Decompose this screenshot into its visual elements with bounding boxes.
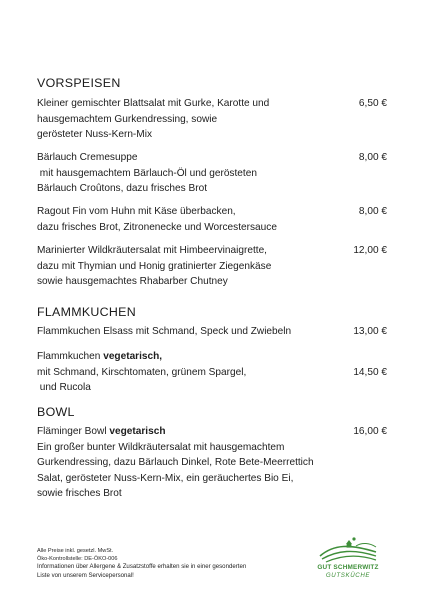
menu-item — [37, 349, 387, 396]
menu-item — [37, 150, 387, 197]
item-price: 8,00 € — [358, 206, 387, 217]
vegetarian-label: vegetarisch, — [103, 351, 163, 362]
item-title-line — [37, 349, 337, 365]
section-title-flammkuchen: FLAMMKUCHEN — [37, 305, 136, 319]
menu-item — [37, 424, 387, 502]
footer-notes — [37, 547, 246, 580]
item-description-line: sowie frisches Brot — [37, 488, 122, 500]
item-price: 16,00 € — [353, 426, 387, 437]
item-title: Fläminger Bowl — [37, 426, 110, 437]
footer-vat-note: Alle Preise inkl. gesetzl. MwSt. — [37, 548, 114, 554]
logo-subtitle: GUTSKÜCHE — [325, 572, 371, 579]
item-title-line — [37, 424, 337, 440]
item-description-line: mit hausgemachtem Bärlauch-Öl und gerösteten — [37, 167, 257, 179]
section-title-bowl: BOWL — [37, 405, 75, 419]
footer-service-note: Liste von unserem Servicepersonal! — [37, 571, 134, 579]
menu-item — [37, 324, 387, 340]
item-description-line: dazu frisches Brot, Zitronenecke und Worcestersauce — [37, 221, 277, 233]
landscape-emblem-icon — [316, 530, 380, 564]
item-description-line: Bärlauch Cremesuppe — [37, 152, 138, 163]
item-description-line: Flammkuchen Elsass mit Schmand, Speck und Zwiebeln — [37, 326, 292, 337]
footer-eco-control: Öko-Kontrollstelle: DE-ÖKO-006 — [37, 556, 118, 563]
item-description-line: Bärlauch Croûtons, dazu frisches Brot — [37, 183, 207, 195]
item-title: Flammkuchen — [37, 351, 104, 362]
item-price: 8,00 € — [358, 152, 387, 163]
item-description-line: Marinierter Wildkräutersalat mit Himbeervinaigrette, — [37, 245, 267, 256]
menu-item — [37, 204, 387, 235]
footer-allergen-info: Informationen über Allergene & Zusatzstoffe erhalten sie in einer gesonderten — [37, 563, 247, 571]
item-description-line: Ein großer bunter Wildkräutersalat mit hausgemachtem — [37, 441, 285, 453]
item-description-line: Salat, gerösteter Nuss-Kern-Mix, ein geräuchertes Bio Ei, — [37, 472, 294, 484]
item-description-line: Gurkendressing, dazu Bärlauch Dinkel, Rote Bete-Meerrettich — [37, 457, 314, 469]
item-price: 13,00 € — [353, 326, 387, 337]
item-description-line: dazu mit Thymian und Honig gratinierter Ziegenkäse — [37, 260, 272, 272]
gut-schmerwitz-logo — [316, 530, 380, 580]
section-title-vorspeisen: VORSPEISEN — [37, 76, 121, 90]
item-price: 14,50 € — [353, 366, 387, 378]
item-description-line: hausgemachtem Gurkendressing, sowie — [37, 113, 218, 125]
menu-item — [37, 96, 387, 143]
item-description-line: sowie hausgemachtes Rhabarber Chutney — [37, 276, 228, 288]
item-price: 6,50 € — [358, 98, 387, 109]
item-description-line: Kleiner gemischter Blattsalat mit Gurke, Karotte und — [37, 98, 270, 109]
item-price: 12,00 € — [353, 245, 387, 256]
item-description-line: gerösteter Nuss-Kern-Mix — [37, 129, 152, 141]
item-description-line: und Rucola — [37, 382, 91, 394]
menu-item — [37, 243, 387, 290]
logo-name: GUT SCHMERWITZ — [317, 564, 379, 571]
item-description-line: Ragout Fin vom Huhn mit Käse überbacken, — [37, 206, 236, 217]
vegetarian-label: vegetarisch — [109, 426, 166, 437]
item-description-line: mit Schmand, Kirschtomaten, grünem Spargel, — [37, 366, 247, 378]
